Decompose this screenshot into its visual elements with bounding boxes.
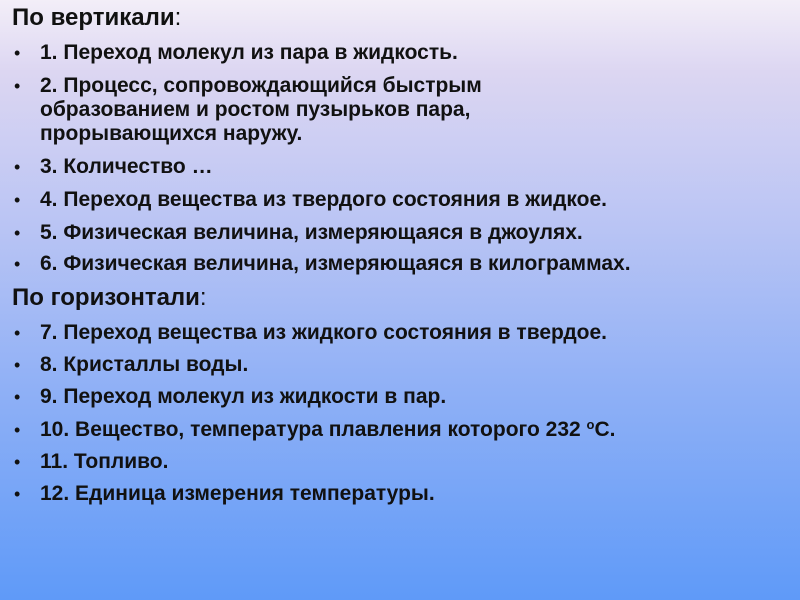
list-item-text: 3. Количество … xyxy=(40,155,213,178)
bullet-icon: • xyxy=(14,484,21,504)
list-item-text: 7. Переход вещества из жидкого состояния в твердое. xyxy=(40,321,607,344)
list-item-text: 5. Физическая величина, измеряющаяся в джоулях. xyxy=(40,221,583,244)
list-item-text: 2. Процесс, сопровождающийся быстрым образованием и ростом пузырьков пара, прорывающихся наружу. xyxy=(40,74,482,145)
bullet-icon: • xyxy=(14,387,21,407)
degree-sign: о xyxy=(586,417,595,432)
bullet-icon: • xyxy=(14,190,21,210)
item-10-unit: С. xyxy=(594,418,616,441)
bullet-icon: • xyxy=(14,76,21,96)
list-item-text: 9. Переход молекул из жидкости в пар. xyxy=(40,385,447,408)
vertical-heading xyxy=(12,4,181,32)
bullet-icon: • xyxy=(14,420,21,440)
bullet-icon: • xyxy=(14,452,21,472)
vertical-heading-colon: : xyxy=(174,4,182,31)
bullet-icon: • xyxy=(14,254,21,274)
horizontal-heading-colon: : xyxy=(199,284,207,311)
list-item-text: 8. Кристаллы воды. xyxy=(40,353,249,376)
bullet-icon: • xyxy=(14,223,21,243)
horizontal-heading xyxy=(12,284,207,312)
bullet-icon: • xyxy=(14,323,21,343)
bullet-icon: • xyxy=(14,355,21,375)
list-item-text: 1. Переход молекул из пара в жидкость. xyxy=(40,41,458,64)
horizontal-heading-text: По горизонтали xyxy=(12,284,200,311)
list-item-text: 4. Переход вещества из твердого состояния в жидкое. xyxy=(40,188,607,211)
item-10-main-text: 10. Вещество, температура плавления которого 232 xyxy=(40,418,587,441)
list-item-text xyxy=(40,418,615,442)
bullet-icon: • xyxy=(14,157,21,177)
list-item-text: 11. Топливо. xyxy=(40,450,169,473)
bullet-icon: • xyxy=(14,43,21,63)
vertical-heading-text: По вертикали xyxy=(12,4,175,31)
list-item-text: 6. Физическая величина, измеряющаяся в килограммах. xyxy=(40,252,631,275)
list-item-text: 12. Единица измерения температуры. xyxy=(40,482,435,505)
